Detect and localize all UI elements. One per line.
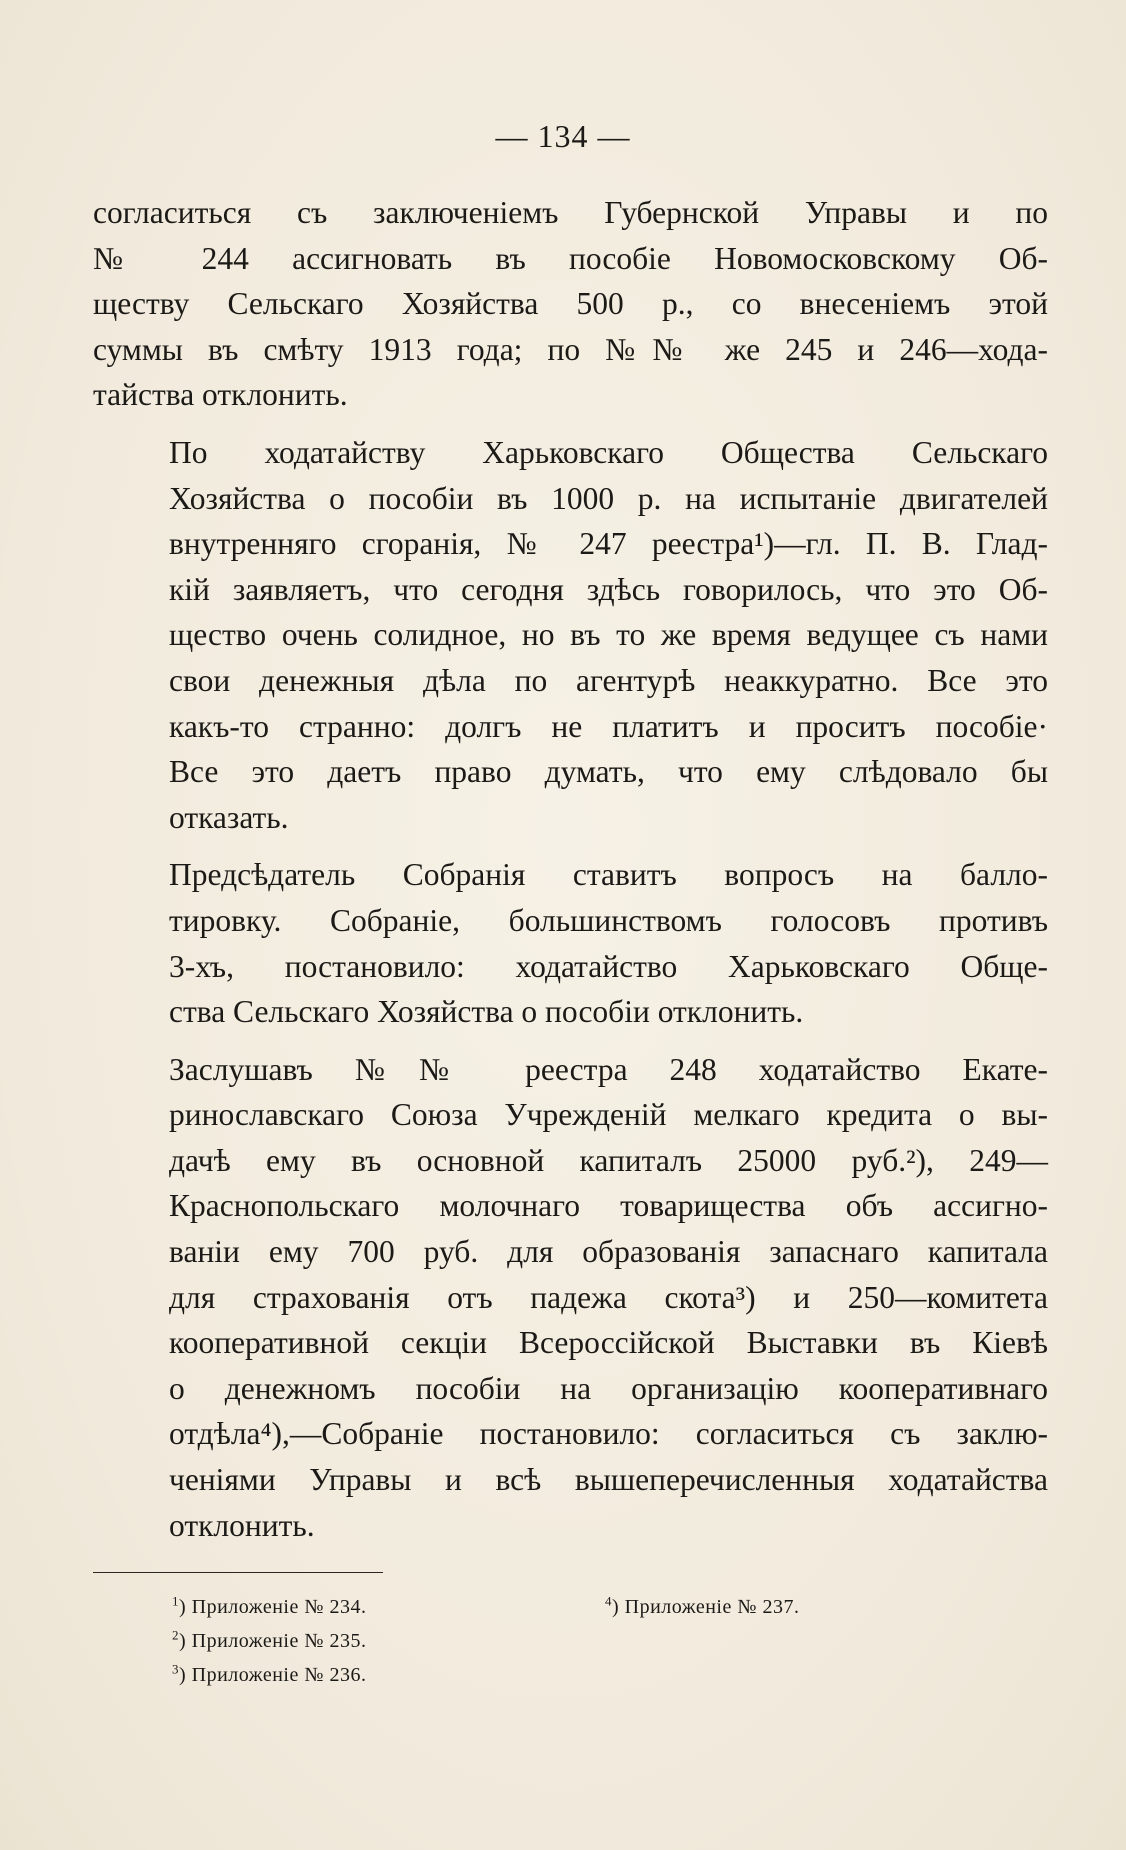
- text-line: 3-хъ, постановило: ходатайство Харьковскаго Обще-: [169, 948, 1048, 984]
- footnote-mark: 2: [172, 1627, 179, 1643]
- paragraph-1: [93, 190, 1048, 418]
- text-line: отказать.: [169, 799, 289, 835]
- footnote-mark: 1: [172, 1593, 179, 1609]
- text-line: Все это даетъ право думать, что ему слѣдовало бы: [169, 754, 1048, 790]
- paragraph-3: [93, 852, 1048, 1034]
- paragraph-2: [93, 430, 1048, 840]
- text-line: ченіями Управы и всѣ вышеперечисленныя ходатайства: [169, 1462, 1048, 1498]
- page-number: — 134 —: [495, 118, 631, 154]
- footnote-text: ) Приложеніе № 236.: [179, 1664, 367, 1686]
- footnote-mark: 3: [172, 1661, 179, 1677]
- text-line: По ходатайству Харьковскаго Общества Сельскаго: [169, 434, 1048, 470]
- footnote-text: ) Приложеніе № 235.: [179, 1630, 367, 1652]
- footnote-2: [172, 1624, 366, 1658]
- text-line: свои денежныя дѣла по агентурѣ неаккуратно. Все это: [169, 662, 1048, 698]
- text-line: ществу Сельскаго Хозяйства 500 р., со внесеніемъ этой: [93, 286, 1048, 322]
- footnote-mark: 4: [605, 1593, 612, 1609]
- text-line: Заслушавъ №№ реестра 248 ходатайство Екате-: [169, 1051, 1048, 1087]
- text-line: кій заявляетъ, что сегодня здѣсь говорилось, что это Об-: [169, 571, 1048, 607]
- footnote-1: [172, 1590, 366, 1624]
- text-line: Предсѣдатель Собранія ставитъ вопросъ на балло-: [169, 857, 1048, 893]
- paragraph-4: [93, 1047, 1048, 1549]
- text-line: отклонить.: [169, 1507, 315, 1543]
- text-line: суммы въ смѣту 1913 года; по №№ же 245 и 246—хода-: [93, 331, 1048, 367]
- text-line: отдѣла⁴),—Собраніе постановило: согласиться съ заклю-: [169, 1416, 1048, 1452]
- footnote-4: [605, 1590, 799, 1624]
- text-line: ства Сельскаго Хозяйства о пособіи отклонить.: [169, 994, 804, 1030]
- footnotes-left: [172, 1590, 366, 1692]
- footnote-text: ) Приложеніе № 237.: [612, 1596, 800, 1618]
- text-line: ринославскаго Союза Учрежденій мелкаго кредита о вы-: [169, 1097, 1048, 1133]
- text-line: тировку. Собраніе, большинствомъ голосовъ противъ: [169, 902, 1048, 938]
- main-text: [93, 190, 1048, 1548]
- text-line: дачѣ ему въ основной капиталъ 25000 руб.²), 249—: [169, 1142, 1048, 1178]
- footnote-3: [172, 1658, 366, 1692]
- text-line: какъ-то странно: долгъ не платитъ и проситъ пособіе·: [169, 708, 1048, 744]
- text-line: Краснопольскаго молочнаго товарищества объ ассигно-: [169, 1188, 1048, 1224]
- footnote-text: ) Приложеніе № 234.: [179, 1596, 367, 1618]
- text-line: согласиться съ заключеніемъ Губернской Управы и по: [93, 195, 1048, 230]
- text-line: щество очень солидное, но въ то же время ведущее съ нами: [169, 617, 1048, 653]
- text-line: для страхованія отъ падежа скота³) и 250—комитета: [169, 1279, 1048, 1315]
- footnotes-right: [605, 1590, 799, 1624]
- text-line: Хозяйства о пособіи въ 1000 р. на испытаніе двигателей: [169, 480, 1048, 516]
- text-line: № 244 ассигновать въ пособіе Новомосковскому Об-: [93, 240, 1048, 276]
- footnote-divider: [93, 1572, 383, 1573]
- text-line: внутренняго сгоранія, № 247 реестра¹)—гл. П. В. Глад-: [169, 526, 1048, 562]
- text-line: кооперативной секціи Всероссійской Выставки въ Кіевѣ: [169, 1325, 1048, 1361]
- text-line: тайства отклонить.: [93, 377, 348, 413]
- text-line: ваніи ему 700 руб. для образованія запаснаго капитала: [169, 1234, 1048, 1270]
- text-line: о денежномъ пособіи на организацію кооперативнаго: [169, 1370, 1048, 1406]
